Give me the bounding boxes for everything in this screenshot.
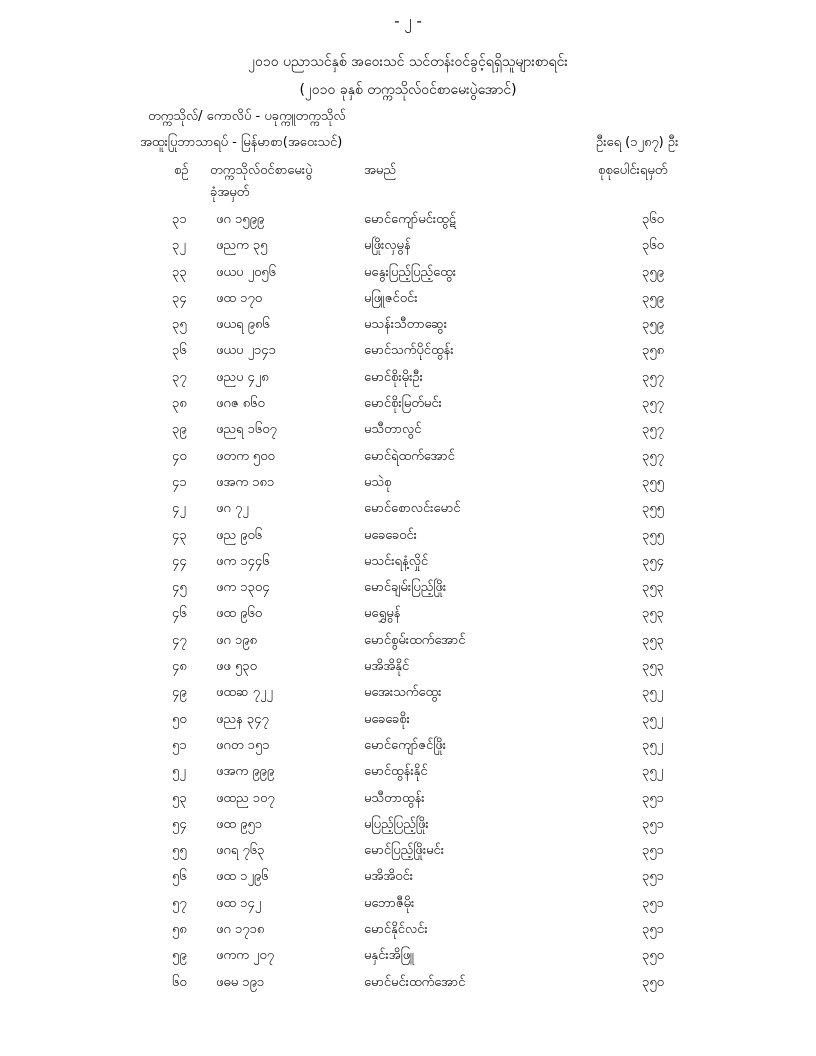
table-row xyxy=(0,842,816,868)
serial-no: ၆၀ xyxy=(172,974,187,990)
roll-number: ဖအက ၁၈၁ xyxy=(216,474,275,490)
student-name: မောင်ချမ်းပြည့်ဖြိုး xyxy=(364,580,447,596)
total-marks: ၃၅၄ xyxy=(642,553,664,569)
total-marks: ၃၅၉ xyxy=(642,264,664,280)
serial-no: ၃၃ xyxy=(172,264,187,280)
serial-no: ၄၅ xyxy=(172,580,187,596)
serial-no: ၄၆ xyxy=(172,606,187,622)
student-name: မနှင်းအိဖြူ xyxy=(364,948,414,964)
table-row xyxy=(0,947,816,973)
student-name: မခေခေစိုး xyxy=(364,711,410,727)
table-row xyxy=(0,290,816,316)
roll-number: ဖယပ ၂၁၄၁ xyxy=(216,343,276,359)
roll-number: ဖညက ၃၅ xyxy=(216,238,268,254)
document-subtitle: (၂၀၁၀ ခုနှစ် တက္ကသိုလ်ဝင်စာမေးပွဲအောင်) xyxy=(299,82,517,98)
serial-no: ၅၆ xyxy=(172,869,187,885)
table-row xyxy=(0,316,816,342)
serial-no: ၅၈ xyxy=(172,922,187,938)
table-row xyxy=(0,527,816,553)
serial-no: ၃၇ xyxy=(172,369,187,385)
table-row xyxy=(0,211,816,237)
total-marks: ၃၅၀ xyxy=(642,948,664,964)
roll-number: ဖဓမ ၁၉၁ xyxy=(216,974,265,990)
total-marks: ၃၅၃ xyxy=(642,580,664,596)
roll-number: ဖဂတ ၁၅၁ xyxy=(216,737,270,753)
total-marks: ၃၅၂ xyxy=(642,711,664,727)
table-row xyxy=(0,553,816,579)
table-row xyxy=(0,974,816,1000)
serial-no: ၄၀ xyxy=(172,448,187,464)
student-name: မပြည့်ပြည့်ဖြိုး xyxy=(364,816,429,832)
table-row xyxy=(0,237,816,263)
roll-number: ဖည ၉၀၆ xyxy=(216,527,263,543)
roll-number: ဖကက ၂၀၇ xyxy=(216,948,275,964)
table-row xyxy=(0,264,816,290)
student-name: မသန်းသီတာဆွေး xyxy=(364,317,448,333)
table-row xyxy=(0,579,816,605)
header-roll-number xyxy=(210,160,313,204)
total-marks: ၃၅၁ xyxy=(642,843,664,859)
roll-number: ဖညန ၃၄၇ xyxy=(216,711,269,727)
roll-number: ဖထ ၉၆၀ xyxy=(216,606,263,622)
serial-no: ၅၄ xyxy=(172,816,187,832)
table-row xyxy=(0,737,816,763)
total-marks: ၃၆၀ xyxy=(642,238,664,254)
student-name: မအိအိဝင်း xyxy=(364,869,414,885)
roll-number: ဖဂရ ၇၆၃ xyxy=(216,843,265,859)
total-marks: ၃၅၁ xyxy=(642,895,664,911)
serial-no: ၄၂ xyxy=(172,501,186,517)
document-title: ၂၀၁၀ ပညာသင်နှစ် အဝေးသင် သင်တန်းဝင်ခွင့်ရရှိသူများစာရင်း xyxy=(248,54,568,70)
student-name: မောင်စိုးမိုးဦး xyxy=(364,369,423,385)
total-marks: ၃၅၂ xyxy=(642,764,664,780)
total-marks: ၃၅၅ xyxy=(642,474,664,490)
table-row xyxy=(0,395,816,421)
student-name: မနွေးပြည့်ပြည့်ထွေး xyxy=(364,264,457,280)
total-marks: ၃၅၇ xyxy=(642,396,664,412)
total-count: ဦးရေ (၁၂၈၇) ဦး xyxy=(596,135,679,150)
student-name: မောင်စွမ်းထက်အောင် xyxy=(364,632,466,648)
table-row xyxy=(0,816,816,842)
student-name: မဖြိုးလှမွန် xyxy=(364,238,411,254)
roll-number: ဖက ၁၃၀၄ xyxy=(216,580,270,596)
table-row xyxy=(0,632,816,658)
roll-number: ဖဖ ၅၃၀ xyxy=(216,659,257,675)
total-marks: ၃၅၁ xyxy=(642,790,664,806)
table-row xyxy=(0,790,816,816)
student-name: မသီတာလွင် xyxy=(364,422,422,438)
serial-no: ၄၉ xyxy=(172,685,187,701)
roll-number: ဖထည ၁၀၇ xyxy=(216,790,275,806)
serial-no: ၅၅ xyxy=(172,843,187,859)
total-marks: ၃၅၅ xyxy=(642,501,664,517)
table-row xyxy=(0,658,816,684)
serial-no: ၅၃ xyxy=(172,790,187,806)
table-row xyxy=(0,421,816,447)
table-row xyxy=(0,711,816,737)
serial-no: ၃၁ xyxy=(172,212,187,227)
total-marks: ၃၅၀ xyxy=(642,974,664,990)
total-marks: ၃၅၉ xyxy=(642,317,664,333)
student-name: မောင်ကျော်မင်းထွဋ် xyxy=(364,212,456,227)
student-name: မသင်းရနံ့လှိုင် xyxy=(364,553,429,569)
header-total-marks: စုစုပေါင်းရမှတ် xyxy=(598,163,668,178)
total-marks: ၃၅၂ xyxy=(642,685,664,701)
roll-number: ဖယရ ၉၈၆ xyxy=(216,317,270,333)
total-marks: ၃၅၁ xyxy=(642,869,664,885)
roll-number: ဖထ ၉၅၁ xyxy=(216,816,263,832)
serial-no: ၃၄ xyxy=(172,290,187,306)
total-marks: ၃၅၈ xyxy=(642,343,665,359)
student-name: မောင်ထွန်းနိုင် xyxy=(364,764,428,780)
total-marks: ၃၅၃ xyxy=(642,606,664,622)
table-row xyxy=(0,342,816,368)
total-marks: ၃၅၁ xyxy=(642,922,664,938)
student-name: မောင်ရဲထက်အောင် xyxy=(364,448,455,464)
table-row xyxy=(0,605,816,631)
total-marks: ၃၅၇ xyxy=(642,448,664,464)
roll-number: ဖအက ၉၉၉ xyxy=(216,764,275,780)
header-serial-no: စဉ် xyxy=(174,163,189,178)
student-name: မသီတာထွန်း xyxy=(364,790,425,806)
roll-number: ဖထ ၁၂၉၆ xyxy=(216,869,269,885)
table-row xyxy=(0,763,816,789)
total-marks: ၃၅၃ xyxy=(642,632,664,648)
table-row xyxy=(0,684,816,710)
table-row xyxy=(0,369,816,395)
serial-no: ၅၂ xyxy=(172,764,186,780)
total-marks: ၃၅၇ xyxy=(642,422,664,438)
university-line: တက္ကသိုလ်/ ကောလိပ် - ပခုက္ကူတက္ကသိုလ် xyxy=(148,109,346,124)
roll-number: ဖဂ ၁၇၁၈ xyxy=(216,922,265,938)
roll-number: ဖထ ၁၄၂ xyxy=(216,895,262,911)
serial-no: ၄၇ xyxy=(172,632,187,648)
serial-no: ၃၅ xyxy=(172,317,187,333)
student-name: မအေးသက်ထွေး xyxy=(364,685,442,701)
student-name: မောင်ပြည့်ဖြိုးမင်း xyxy=(364,843,445,859)
student-name: မောင်စောလင်းမောင် xyxy=(364,501,461,517)
roll-number: ဖဂ ၇၂ xyxy=(216,501,249,517)
header-roll-number-text: တက္ကသိုလ်ဝင်စာမေးပွဲ ခုံအမှတ် xyxy=(210,163,313,200)
serial-no: ၄၈ xyxy=(172,659,187,675)
roll-number: ဖယပ ၂၀၅၆ xyxy=(216,264,276,280)
roll-number: ဖညရ ၁၆၀၇ xyxy=(216,422,277,438)
serial-no: ၃၉ xyxy=(172,422,187,438)
roll-number: ဖထ ၁၇၀ xyxy=(216,290,263,306)
roll-number: ဖဂ ၁၅၉၉ xyxy=(216,212,265,227)
student-name: မဖြူဇင်ဝင်း xyxy=(364,290,418,306)
student-name: မောင်သက်ပိုင်ထွန်း xyxy=(364,343,454,359)
student-name: မောင်စိုးမြတ်မင်း xyxy=(364,396,442,412)
student-name: မဘောဇီမိုး xyxy=(364,895,415,911)
student-name: မသဲစု xyxy=(364,474,392,490)
roll-number: ဖထဆ ၇၂၂ xyxy=(216,685,273,701)
table-row xyxy=(0,895,816,921)
table-row xyxy=(0,868,816,894)
serial-no: ၄၃ xyxy=(172,527,187,543)
table-row xyxy=(0,474,816,500)
table-row xyxy=(0,921,816,947)
roll-number: ဖဂဇ ၈၆၀ xyxy=(216,396,265,412)
student-name: မခေခေဝင်း xyxy=(364,527,417,543)
table-row xyxy=(0,500,816,526)
student-name: မောင်နိုင်လင်း xyxy=(364,922,428,938)
roll-number: ဖညပ ၄၂၈ xyxy=(216,369,269,385)
table-row xyxy=(0,448,816,474)
roll-number: ဖက ၁၄၄၆ xyxy=(216,553,270,569)
student-name: မောင်ကျော်ဇင်ဖြိုး xyxy=(364,737,447,753)
total-marks: ၃၅၉ xyxy=(642,290,664,306)
serial-no: ၅၇ xyxy=(172,895,187,911)
serial-no: ၃၈ xyxy=(172,396,187,412)
serial-no: ၄၄ xyxy=(172,553,187,569)
header-name: အမည် xyxy=(364,163,396,178)
roll-number: ဖတက ၅၀၀ xyxy=(216,448,275,464)
serial-no: ၅၀ xyxy=(172,711,187,727)
roll-number: ဖဂ ၁၉၈ xyxy=(216,632,258,648)
student-name: မအိအိနိုင် xyxy=(364,659,410,675)
serial-no: ၅၉ xyxy=(172,948,187,964)
student-name: မောင်မင်းထက်အောင် xyxy=(364,974,466,990)
results-table xyxy=(0,211,816,1000)
total-marks: ၃၅၃ xyxy=(642,659,664,675)
student-name: မရွှေမွန် xyxy=(364,606,401,622)
page-number: - ၂ - xyxy=(394,12,422,30)
total-marks: ၃၅၅ xyxy=(642,527,664,543)
total-marks: ၃၅၁ xyxy=(642,816,664,832)
serial-no: ၄၁ xyxy=(172,474,187,490)
total-marks: ၃၅၇ xyxy=(642,369,664,385)
serial-no: ၃၆ xyxy=(172,343,187,359)
total-marks: ၃၅၂ xyxy=(642,737,664,753)
serial-no: ၃၂ xyxy=(172,238,186,254)
serial-no: ၅၁ xyxy=(172,737,187,753)
total-marks: ၃၆၀ xyxy=(642,212,664,227)
major-subject-line: အထူးပြုဘာသာရပ် - မြန်မာစာ(အဝေးသင်) xyxy=(140,135,343,150)
